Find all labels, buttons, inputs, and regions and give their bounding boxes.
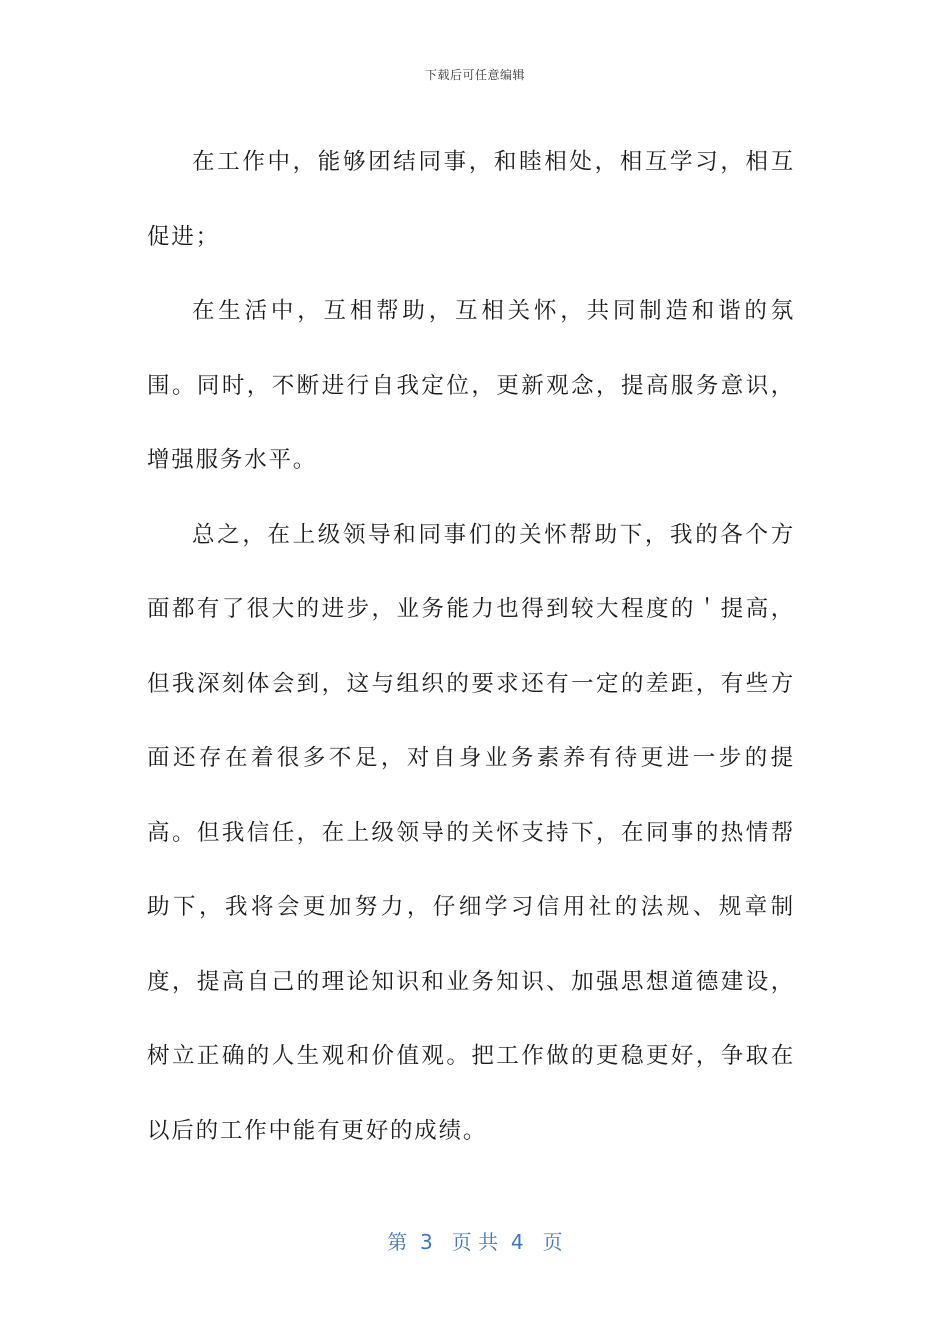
header-note: 下载后可任意编辑 — [424, 68, 525, 82]
page-indicator: 第 3 页 共 4 页 — [387, 1230, 563, 1254]
paragraph-life: 在生活中，互相帮助，互相关怀，共同制造和谐的氛围。同时，不断进行自我定位，更新观念，提高服务意识，增强服务水平。 — [147, 298, 795, 473]
document-body — [147, 125, 795, 1168]
paragraph-work: 在工作中，能够团结同事，和睦相处，相互学习，相互促进； — [147, 149, 795, 250]
paragraph-summary: 总之，在上级领导和同事们的关怀帮助下，我的各个方面都有了很大的进步，业务能力也得到较大程度的＇提高，但我深刻体会到，这与组织的要求还有一定的差距，有些方面还存在着很多不足，对自身业务素养有待更进一步的提高。但我信任，在上级领导的关怀支持下，在同事的热情帮助下，我将会更加努力，仔细学习信用社的法规、规章制度，提高自己的理论知识和业务知识、加强思想道德建设，树立正确的人生观和价值观。把工作做的更稳更好，争取在以后的工作中能有更好的成绩。 — [147, 521, 795, 1144]
